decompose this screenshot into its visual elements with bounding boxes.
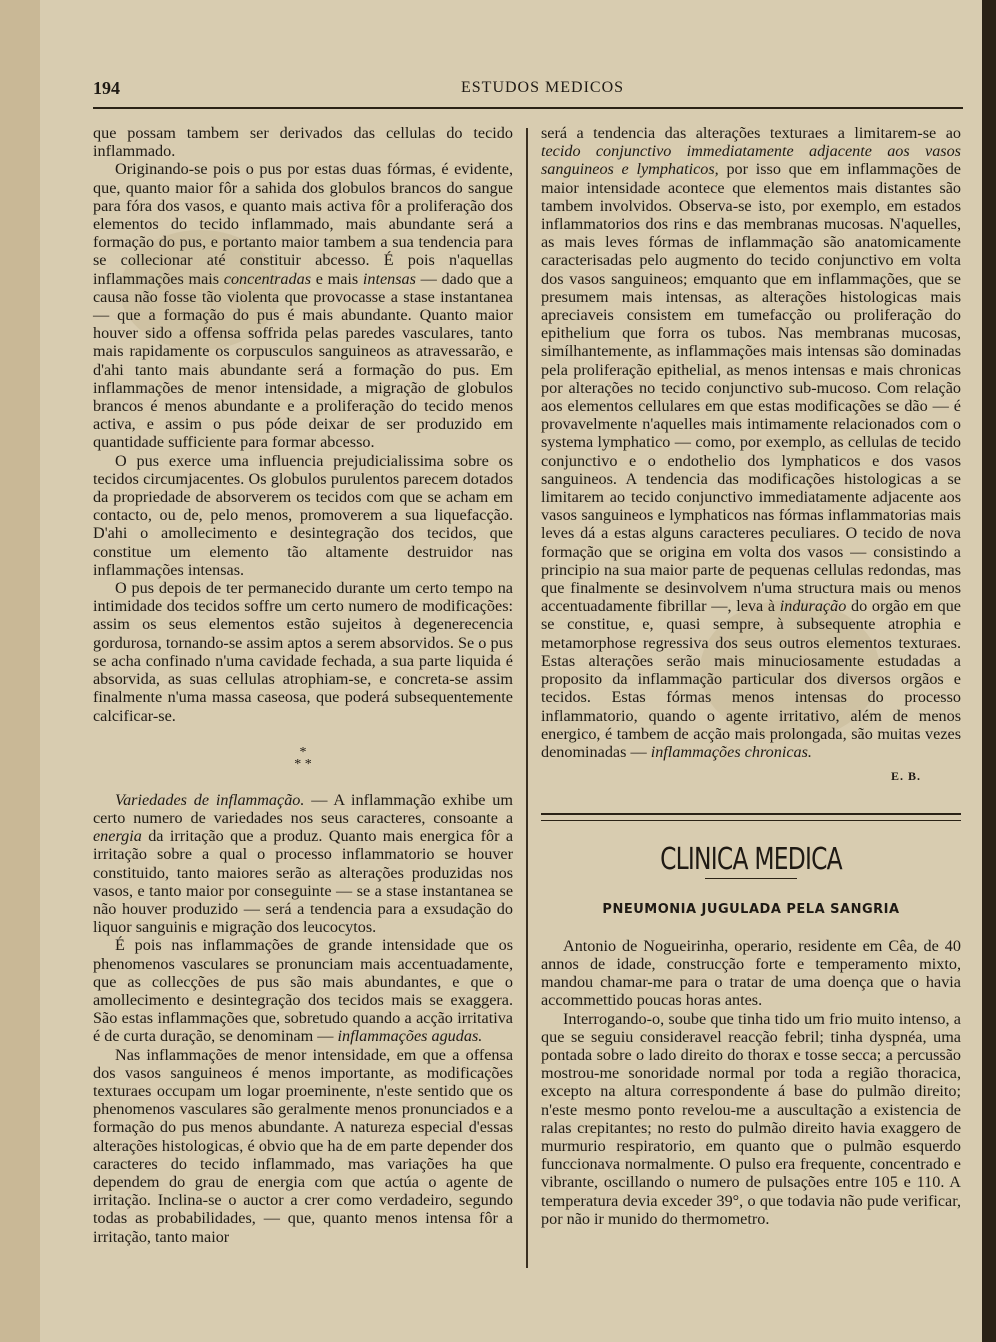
section-title: CLINICA MEDICA (660, 842, 842, 878)
paragraph: Interrogando-o, soube que tinha tido um frio muito intenso, a que se seguiu consideravel reacção febril; tinha dyspnéa, uma pontada sobre o lado direito do thorax e tosse secca; a percussão mostrou-me sonoridade normal por toda a região thoracica, excepto na altura correspondente á base do pulmão direito; n'este mesmo ponto revelou-me a auscultação a existencia de ralas crepitantes; no resto do pulmão direito havia exaggero de murmurio respiratorio, em quanto que o pulmão esquerdo funccionava normalmente. O pulso era frequente, concentrado e vibrante, oscillando o numero de pulsações entre 105 e 110. A temperatura devia exceder 39°, o que todavia não pude verificar, por não ir munido do thermometro. (541, 1009, 961, 1228)
section-rule (541, 813, 961, 821)
section-heading: Variedades de inflammação. (115, 790, 305, 809)
paragraph: Nas inflammações de menor intensidade, em que a offensa dos vasos sanguineos é menos importante, as modificações texturaes occupam um logar proeminente, n'este sentido que os phenomenos vasculares são geralmente menos pronunciados e a formação do pus menos abundante. A natureza especial d'essas alterações histologicas, é obvio que ha de em parte depender dos caracteres do tecido inflammado, mas variações ha que dependem do grau de energia com que actúa o agente de irritação. Inclina-se o auctor a crer como verdadeiro, segundo todas as probabilidades, — que, quanto menos intensa fôr a irritação, tanto maior (93, 1045, 513, 1246)
paragraph: Variedades de inflammação. — A inflammação exhibe um certo numero de variedades nos seus caracteres, consoante a energia da irritação que a produz. Quanto mais energica fôr a irritação sobre a qual o processo inflammatorio se houver constituido, tanto maiores serão as alterações produzidas nos vasos, e tanto maior por conseguinte — se a stase instantanea se não houver produzido — será a tendencia para a exsudação do liquor sanguinis e migração dos leucocytos. (93, 790, 513, 937)
paragraph: será a tendencia das alterações texturaes a limitarem-se ao tecido conjunctivo immediatamente adjacente aos vasos sanguineos e lymphaticos, por isso que em inflammações de maior intensidade acontece que elementos mais distantes são tambem involvidos. Observa-se isto, por exemplo, em estados inflammatorios dos rins e das membranas mucosas. N'aquelles, as mais leves fórmas de inflammação são anatomicamente caracterisadas pelo augmento do tecido conjunctivo em volta dos vasos sanguineos; emquanto que em inflammações, que se presumem mais intensas, as alterações histologicas mais apreciaveis consistem em tumefacção ou proliferação do epithelium que forra os tubos. Nas membranas mucosas, simílhantemente, as inflammações mais intensas são dominadas pela proliferação epithelial, as menos intensas e mais chronicas por alterações no tecido conjunctivo sub-mucoso. Com relação aos elementos cellulares em que estas modificações se dão — é provavelmente n'aquelles mais intimamente relacionados com o systema lymphatico — como, por exemplo, as cellulas de tecido conjunctivo e o endothelio dos lymphaticos e dos vasos sanguineos. A tendencia das modificações histologicas a se limitarem ao tecido conjunctivo immediatamente adjacente aos vasos sanguineos e lymphaticos nas fórmas inflammatorias mais leves dá a estas alguns caracteres peculiares. O tecido de nova formação que se origina em volta dos vasos — consistindo a principio na sua maior parte de pequenas cellulas redondas, mas que finalmente se desinvolvem n'uma structura mais ou menos accentuadamente fibrillar —, leva à induração do orgão em que se constitue, e, quasi sempre, à subsequente atrophia e metamorphose regressiva dos seus outros elementos texturaes. Estas alterações serão mais minuciosamente estudadas a proposito da inflammação particular dos diversos orgãos e tecidos. Estas fórmas menos intensas do processo inflammatorio, quando o agente irritativo, além de menos energico, é tambem de acção mais prolongada, são muitas vezes denominadas — inflammações chronicas. (541, 124, 961, 761)
page-edge-left (0, 0, 40, 1342)
running-head: ESTUDOS MEDICOS (461, 79, 625, 96)
asterism: * * * (294, 744, 312, 772)
paragraph: O pus depois de ter permanecido durante um certo tempo na intimidade dos tecidos soffre um certo numero de modificações: assim os seus elementos estão sujeitos à degenerecencia gordurosa, tornando-se assim aptos a serem absorvidos. Se o pus se acha confinado n'uma cavidade fechada, a sua parte liquida é absorvida, as suas cellulas atrophiam-se, e concreta-se assim finalmente n'uma massa caseosa, que poderá subsequentemente calcificar-se. (93, 579, 513, 725)
page-number: 194 (93, 78, 120, 98)
article-subtitle: PNEUMONIA JUGULADA PELA SANGRIA (602, 901, 900, 917)
paragraph: Originando-se pois o pus por estas duas fórmas, é evidente, que, quanto maior fôr a sahida dos globulos brancos do sangue para fóra dos vasos, e quanto mais activa fôr a proliferação dos elementos do tecido inflammado, mais abundante será a formação do pus, e portanto maior tambem a sua tendencia para se collecionar até constituir abcesso. É pois n'aquellas inflammações mais concentradas e mais intensas — dado que a causa não fosse tão violenta que provocasse a stase instantanea — que a formação do pus é mais abundante. Quanto maior houver sido a offensa soffrida pelas paredes vasculares, tanto mais rapidamente os corpusculos sanguineos as atravessarão, e d'ahi tanto mais abundante será a formação do pus. Em inflammações de menor intensidade, a migração de globulos brancos é menos abundante e a proliferação do tecido menos activa, e assim o pus póde deixar de ser produzido em quantidade sufficiente para formar abcesso. (93, 160, 513, 452)
right-column (541, 124, 961, 1228)
author-signature: E. B. (890, 769, 921, 784)
title-rule (705, 878, 797, 879)
paragraph: É pois nas inflammações de grande intensidade que os phenomenos vasculares se pronunciam mais accentuadamente, que as collecções de pus são mais abundantes, e que o amollecimento e desintegração dos tecidos mais se exaggera. São estas inflammações que, sobretudo quando a acção irritativa é de curta duração, se denominam — inflammações agudas. (93, 936, 513, 1046)
paragraph: que possam tambem ser derivados das cellulas do tecido inflammado. (93, 124, 513, 161)
column-divider (526, 128, 528, 1268)
paragraph: Antonio de Nogueirinha, operario, residente em Cêa, de 40 annos de idade, construcção forte e temperamento mixto, mandou chamar-me para o tratar de uma doença que o havia accommettido poucas horas antes. (541, 936, 961, 1010)
left-column (93, 124, 513, 1246)
header-rule (93, 107, 963, 109)
page-edge-right (982, 0, 996, 1342)
page-header (93, 78, 963, 100)
paragraph: O pus exerce uma influencia prejudicialissima sobre os tecidos circumjacentes. Os globulos purulentos parecem dotados da propriedade de absorverem os tecidos com que se acham em contacto, ou de, pelo menos, promoverem a sua liquefacção. D'ahi o amollecimento e desintegração dos tecidos, que constitue um elemento tão altamente destruidor nas inflammações intensas. (93, 451, 513, 579)
